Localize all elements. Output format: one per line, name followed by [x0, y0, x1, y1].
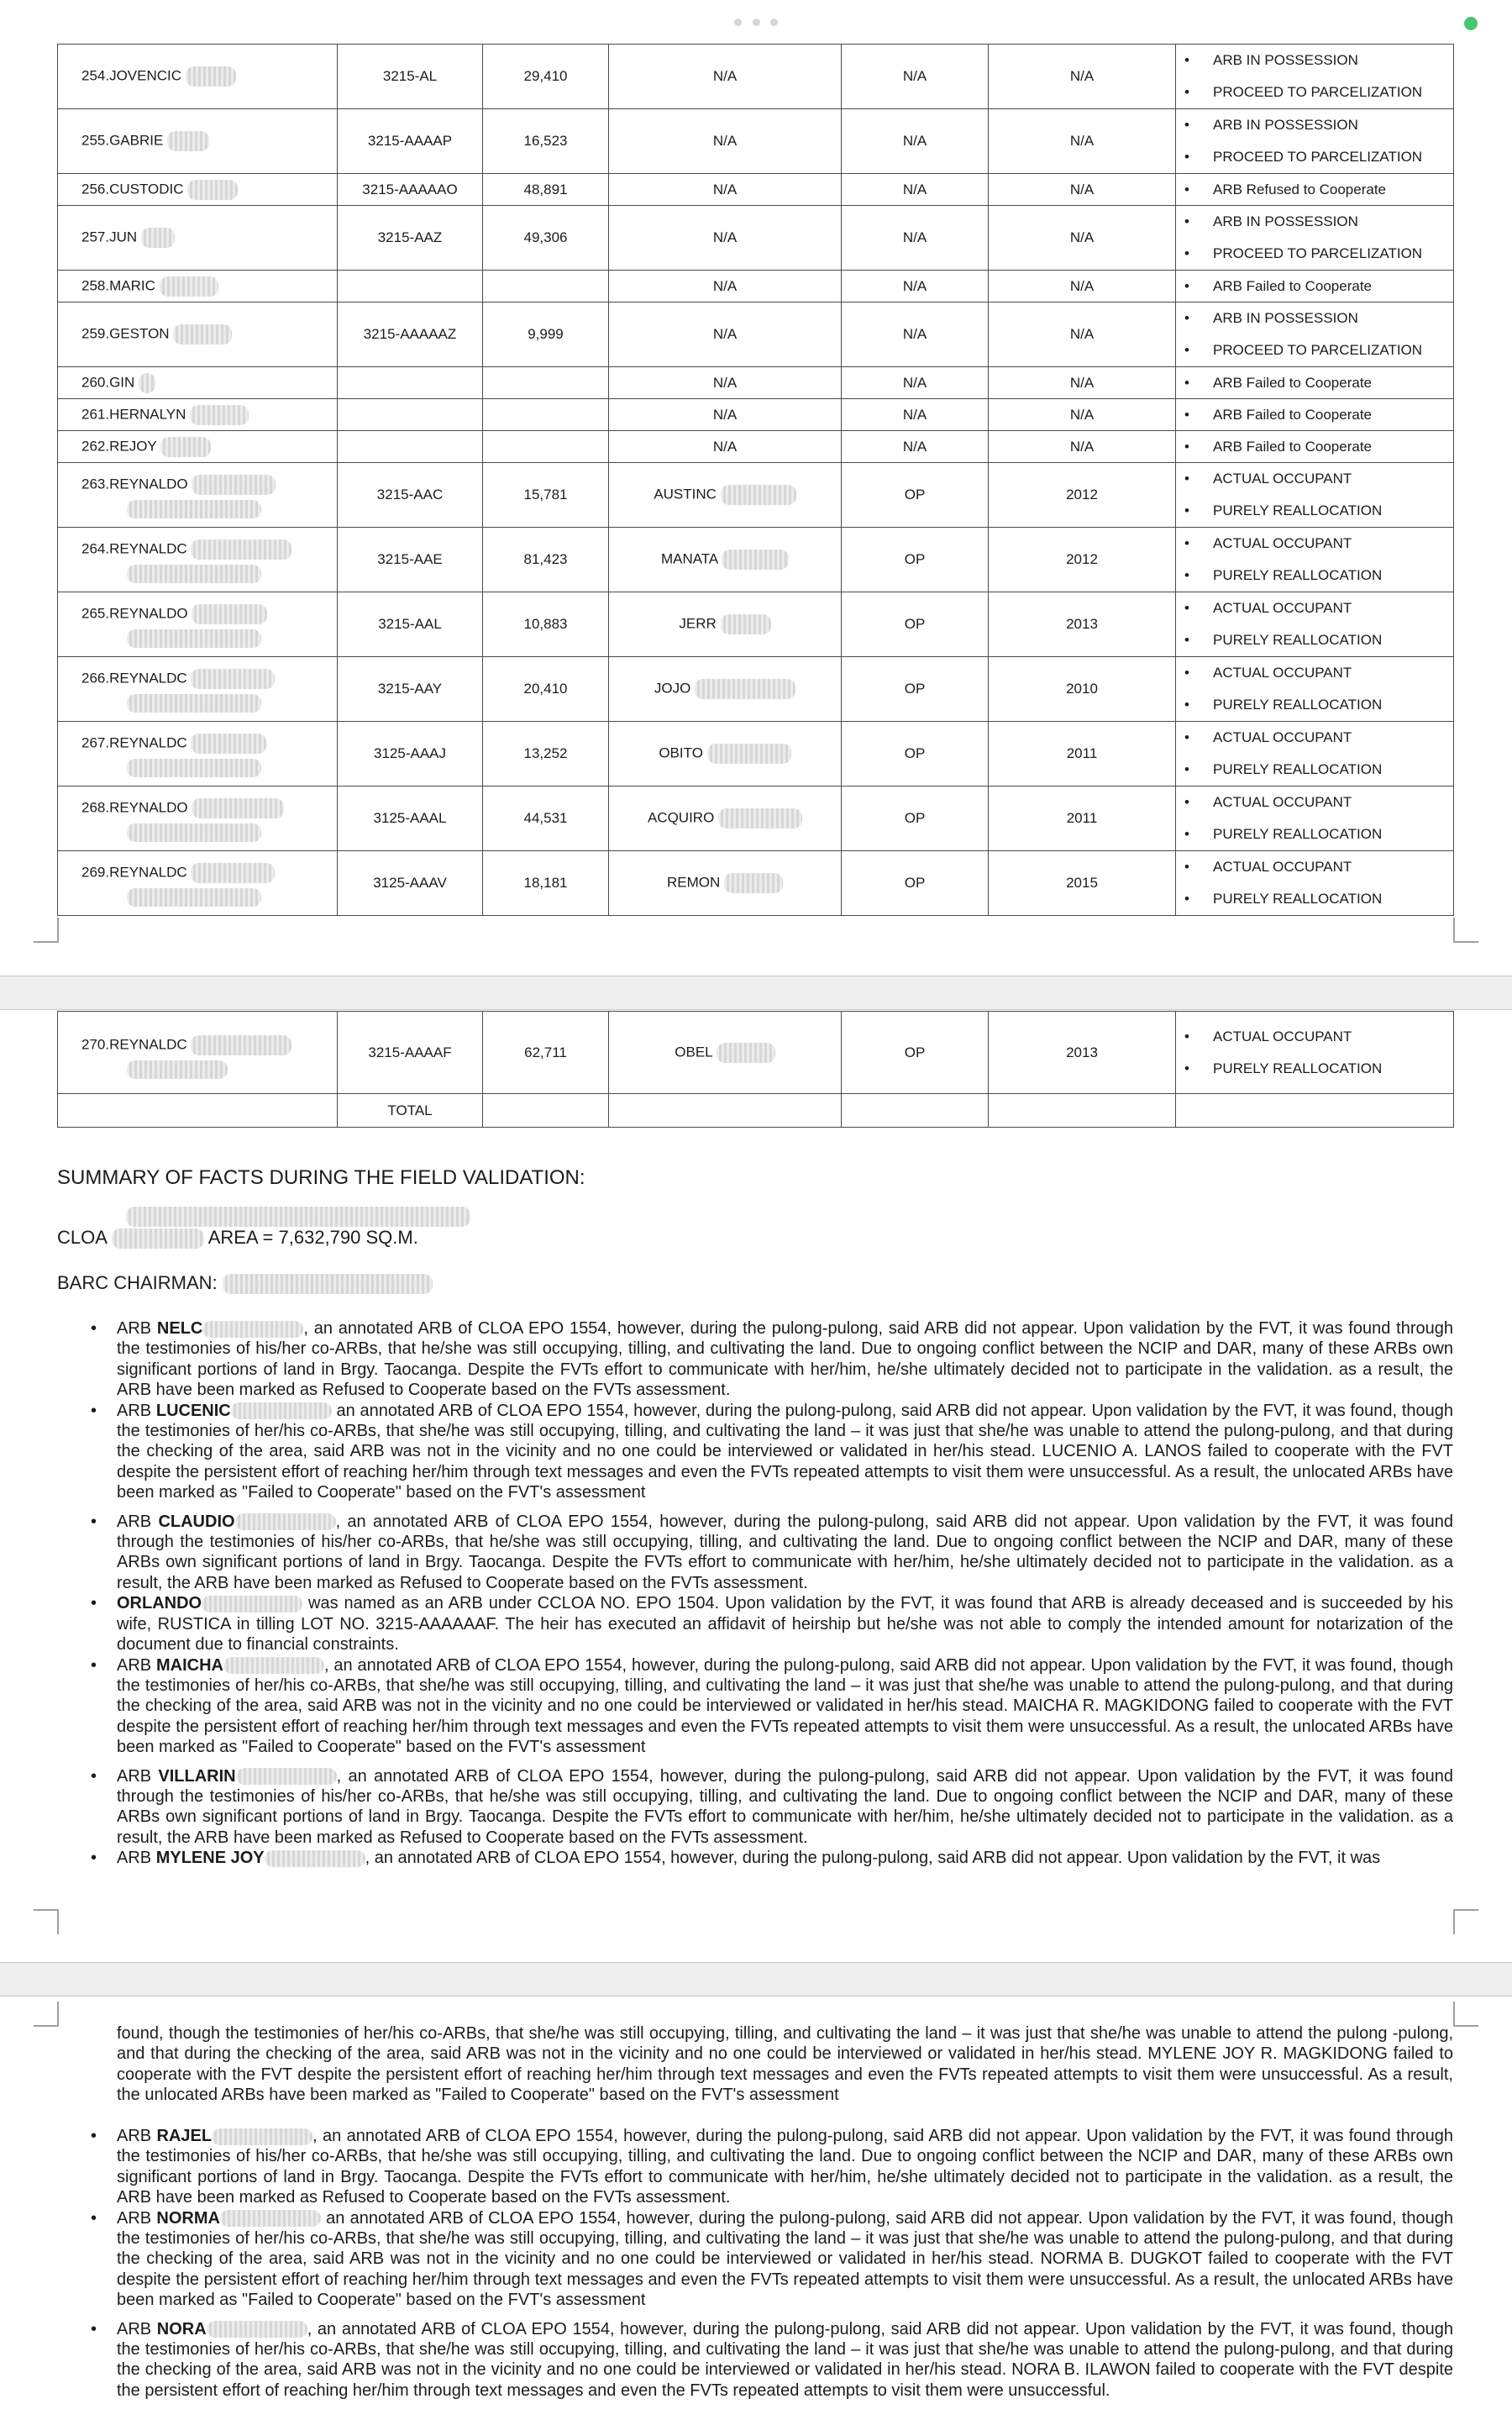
remarks-cell	[1176, 851, 1454, 916]
remarks-cell	[1176, 657, 1454, 722]
status-cell: OP	[842, 722, 989, 786]
remark-item: • PROCEED TO PARCELIZATION	[1200, 334, 1448, 366]
year-cell: N/A	[989, 367, 1176, 399]
lot-cell: 3215-AAAAAO	[338, 174, 483, 206]
area-cell: 18,181	[483, 851, 609, 916]
page-edge	[0, 1962, 1512, 1963]
status-cell: OP	[842, 592, 989, 657]
occupant-cell: N/A	[609, 271, 842, 302]
status-dot-icon	[1464, 17, 1478, 30]
arb-name: MYLENE JOY	[155, 1849, 265, 1868]
lot-cell: 3215-AAL	[338, 592, 483, 657]
arb-name-cell: 270.REYNALDC	[58, 1012, 338, 1094]
arb-name-cell: 264.REYNALDC	[58, 528, 338, 592]
remark-item: • PROCEED TO PARCELIZATION	[1200, 76, 1448, 108]
crop-mark	[34, 918, 59, 943]
remark-item: • PURELY REALLOCATION	[1200, 624, 1448, 656]
remark-item: • ARB IN POSSESSION	[1200, 45, 1448, 76]
remark-item: • PURELY REALLOCATION	[1200, 818, 1448, 850]
remark-item: • ARB IN POSSESSION	[1200, 109, 1448, 141]
page-edge	[0, 1009, 1512, 1010]
crop-mark	[1453, 918, 1478, 943]
arb-name-cell: 263.REYNALDO	[58, 463, 338, 528]
remarks-cell	[1176, 109, 1454, 174]
table-row	[58, 367, 1454, 399]
table-row	[58, 109, 1454, 174]
bullet-icon: •	[91, 1594, 97, 1613]
year-cell: 2011	[989, 722, 1176, 786]
crop-mark	[1453, 1909, 1478, 1934]
remark-item: • PROCEED TO PARCELIZATION	[1200, 141, 1448, 173]
occupant-cell: N/A	[609, 109, 842, 174]
arb-name: LUCENIC	[155, 1401, 231, 1420]
area-cell	[483, 431, 609, 463]
year-cell: N/A	[989, 109, 1176, 174]
area-cell: 62,711	[483, 1012, 609, 1094]
occupant-cell: N/A	[609, 367, 842, 399]
area-cell	[483, 367, 609, 399]
remark-item: • ACTUAL OCCUPANT	[1200, 851, 1448, 883]
bullet-icon: •	[91, 2208, 97, 2228]
bullet-icon: •	[91, 1766, 97, 1786]
year-cell: N/A	[989, 206, 1176, 271]
year-cell: N/A	[989, 431, 1176, 463]
crop-mark	[34, 2002, 59, 2027]
arb-name-cell: 256.CUSTODIC	[58, 174, 338, 206]
status-cell: N/A	[842, 367, 989, 399]
remarks-cell	[1176, 528, 1454, 592]
remark-item: • ARB IN POSSESSION	[1200, 206, 1448, 238]
remarks-cell	[1176, 367, 1454, 399]
area-cell: 20,410	[483, 657, 609, 722]
table-row	[58, 786, 1454, 851]
occupant-cell: N/A	[609, 206, 842, 271]
remark-item: • ARB Failed to Cooperate	[1200, 438, 1448, 456]
year-cell: 2013	[989, 592, 1176, 657]
arb-name: NORMA	[156, 2208, 220, 2228]
cloa-area-value: AREA = 7,632,790 SQ.M.	[207, 1227, 418, 1248]
summary-paragraph: • ARB NORA , an annotated ARB of CLOA EPO 1554, however, during the pulong-pulong, said ARB did not appear. Upon validation by the FVT, it was found, though the testimonies of her/his co-ARBs, that she/he was still occupying, tilling, and cultivating the land – it was just that she/he was unable to attend the pulong-pulong, and that during the checking of the area, said ARB was not in the vicinity and no one could be interviewed or validated in her/his stead. NORA B. ILAWON failed to cooperate with the FVT despite the persistent effort of reaching her/him through text messages and even the FVTs repeated attempts to visit them were unsuccessful.	[91, 2319, 1453, 2400]
table-row	[58, 851, 1454, 916]
bullet-icon: •	[91, 1319, 97, 1338]
lot-cell	[338, 431, 483, 463]
remark-item: • ACTUAL OCCUPANT	[1200, 657, 1448, 689]
area-cell: 13,252	[483, 722, 609, 786]
area-cell	[483, 399, 609, 431]
lot-cell: 3215-AAAAP	[338, 109, 483, 174]
arb-name-cell: 262.REJOY	[58, 431, 338, 463]
arb-name-cell: 260.GIN	[58, 367, 338, 399]
occupant-cell: REMON	[609, 851, 842, 916]
year-cell: 2015	[989, 851, 1176, 916]
arb-table	[57, 44, 1454, 916]
summary-paragraph: • ARB MYLENE JOY , an annotated ARB of CLOA EPO 1554, however, during the pulong-pulong, said ARB did not appear. Upon validation by the FVT, it was	[91, 1849, 1381, 1868]
status-cell: OP	[842, 851, 989, 916]
table-row	[58, 463, 1454, 528]
area-cell: 48,891	[483, 174, 609, 206]
lot-cell	[338, 399, 483, 431]
page-gap	[0, 976, 1512, 1009]
lot-cell: 3125-AAAL	[338, 786, 483, 851]
remarks-cell	[1176, 45, 1454, 109]
year-cell: 2013	[989, 1012, 1176, 1094]
arb-name-cell: 269.REYNALDC	[58, 851, 338, 916]
remark-item: • PURELY REALLOCATION	[1200, 1053, 1448, 1085]
status-cell: OP	[842, 528, 989, 592]
continuation-paragraph	[57, 2023, 1453, 2106]
status-cell: OP	[842, 657, 989, 722]
area-cell: 15,781	[483, 463, 609, 528]
crop-mark	[34, 1909, 59, 1934]
arb-name-cell: 268.REYNALDO	[58, 786, 338, 851]
page-gap	[0, 1963, 1512, 1996]
remark-item: • PURELY REALLOCATION	[1200, 495, 1448, 527]
remarks-cell	[1176, 302, 1454, 367]
status-cell: N/A	[842, 174, 989, 206]
remarks-cell	[1176, 722, 1454, 786]
total-row	[58, 1094, 1454, 1128]
bullet-icon: •	[91, 1401, 97, 1420]
occupant-cell: JERR	[609, 592, 842, 657]
remark-item: • PURELY REALLOCATION	[1200, 560, 1448, 592]
table-row	[58, 399, 1454, 431]
year-cell: N/A	[989, 174, 1176, 206]
year-cell: N/A	[989, 302, 1176, 367]
remarks-cell	[1176, 786, 1454, 851]
year-cell: N/A	[989, 271, 1176, 302]
table-row	[58, 271, 1454, 302]
occupant-cell: N/A	[609, 302, 842, 367]
arb-name-cell: 265.REYNALDO	[58, 592, 338, 657]
summary-title: SUMMARY OF FACTS DURING THE FIELD VALIDATION:	[57, 1166, 585, 1189]
arb-name: MAICHA	[155, 1655, 223, 1675]
barc-chairman	[57, 1272, 433, 1294]
year-cell: 2012	[989, 463, 1176, 528]
remarks-cell	[1176, 463, 1454, 528]
occupant-cell: OBITO	[609, 722, 842, 786]
summary-paragraph: • ARB RAJEL , an annotated ARB of CLOA EPO 1554, however, during the pulong-pulong, said ARB did not appear. Upon validation by the FVT, it was found through the testimonies of his/her co-ARBs, that he/she was still occupying, tilling, and cultivating the land. Due to ongoing conflict between the NCIP and DAR, many of these ARBs own significant portions of land in Brgy. Taocanga. Despite the FVTs effort to communicate with her/him, he/she ultimately decided not to participate in the validation. as a result, the ARB have been marked as Refused to Cooperate based on the FVTs assessment.	[91, 2127, 1453, 2207]
cloa-label: CLOA	[57, 1227, 107, 1248]
area-cell	[483, 271, 609, 302]
remarks-cell	[1176, 1012, 1454, 1094]
arb-name-cell: 267.REYNALDC	[58, 722, 338, 786]
table-row	[58, 206, 1454, 271]
remarks-cell	[1176, 399, 1454, 431]
occupant-cell: JOJO	[609, 657, 842, 722]
arb-name-cell: 266.REYNALDC	[58, 657, 338, 722]
area-cell: 81,423	[483, 528, 609, 592]
more-options-icon[interactable]	[734, 18, 778, 27]
status-cell: N/A	[842, 109, 989, 174]
paragraph-continuation: found, though the testimonies of her/his co-ARBs, that she/he was still occupying, tilling, and cultivating the land – it was just that she/he was unable to attend the pulong -pulong, and that during the checking of the area, said ARB was not in the vicinity and no one could be interviewed or validated in her/his stead. MYLENE JOY R. MAGKIDONG failed to cooperate with the FVT despite the persistent effort of reaching her/him through text messages and even the FVTs repeated attempts to visit them were unsuccessful. As a result, the unlocated ARBs have been marked as "Failed to Cooperate" based on the FVT's assessment	[117, 2024, 1453, 2105]
occupant-cell: AUSTINC	[609, 463, 842, 528]
summary-paragraph: • ARB VILLARIN , an annotated ARB of CLOA EPO 1554, however, during the pulong-pulong, said ARB did not appear. Upon validation by the FVT, it was found through the testimonies of his/her co-ARBs, that he/she was still occupying, tilling, and cultivating the land. Due to ongoing conflict between the NCIP and DAR, many of these ARBs own significant portions of land in Brgy. Taocanga. Despite the FVTs effort to communicate with her/him, he/she ultimately decided not to participate in the validation. as a result, the ARB have been marked as Refused to Cooperate based on the FVTs assessment.	[91, 1766, 1453, 1847]
summary-paragraph: • ARB NORMA an annotated ARB of CLOA EPO 1554, however, during the pulong-pulong, said ARB did not appear. Upon validation by the FVT, it was found, though the testimonies of her/his co-ARBs, that she/he was still occupying, tilling, and cultivating the land – it was just that she/he was unable to attend the pulong-pulong, and that during the checking of the area, said ARB was not in the vicinity and no one could be interviewed or validated in her/his stead. NORMA B. DUGKOT failed to cooperate with the FVT despite the persistent effort of reaching her/him through text messages and even the FVTs repeated attempts to visit them were unsuccessful. As a result, the unlocated ARBs have been marked as "Failed to Cooperate" based on the FVT's assessment	[91, 2208, 1453, 2310]
table-row	[58, 174, 1454, 206]
remark-item: • ACTUAL OCCUPANT	[1200, 786, 1448, 818]
lot-cell: 3215-AAAAAZ	[338, 302, 483, 367]
remark-item: • ACTUAL OCCUPANT	[1200, 592, 1448, 624]
status-cell: N/A	[842, 431, 989, 463]
bullet-icon: •	[91, 1655, 97, 1675]
occupant-cell: N/A	[609, 399, 842, 431]
status-cell: OP	[842, 463, 989, 528]
remarks-cell	[1176, 271, 1454, 302]
lot-cell: 3125-AAAJ	[338, 722, 483, 786]
lot-cell: 3215-AAC	[338, 463, 483, 528]
remark-item: • PURELY REALLOCATION	[1200, 883, 1448, 915]
area-cell: 16,523	[483, 109, 609, 174]
remark-item: • ACTUAL OCCUPANT	[1200, 722, 1448, 754]
arb-name: VILLARIN	[158, 1766, 236, 1786]
occupant-cell: OBEL	[609, 1012, 842, 1094]
table-row	[58, 431, 1454, 463]
remarks-cell	[1176, 431, 1454, 463]
summary-paragraph: • ORLANDO was named as an ARB under CCLOA NO. EPO 1504. Upon validation by the FVT, it was found that ARB is already deceased and is succeeded by his wife, RUSTICA in tilling LOT NO. 3215-AAAAAAF. The heir has executed an affidavit of heirship but he/she was not able to comply the intended amount for notarization of the document due to financial constraints.	[91, 1594, 1453, 1655]
remarks-cell	[1176, 206, 1454, 271]
year-cell: 2012	[989, 528, 1176, 592]
cloa-area	[57, 1227, 418, 1249]
remark-item: • ARB Failed to Cooperate	[1200, 406, 1448, 424]
year-cell: 2010	[989, 657, 1176, 722]
lot-cell: 3215-AAE	[338, 528, 483, 592]
remark-item: • ACTUAL OCCUPANT	[1200, 463, 1448, 495]
arb-name: NELC	[156, 1319, 203, 1338]
redacted-text	[126, 1207, 470, 1227]
year-cell: 2011	[989, 786, 1176, 851]
table-row	[58, 657, 1454, 722]
arb-name-cell: 259.GESTON	[58, 302, 338, 367]
remark-item: • PROCEED TO PARCELIZATION	[1200, 238, 1448, 270]
arb-name-cell: 258.MARIC	[58, 271, 338, 302]
occupant-cell: N/A	[609, 174, 842, 206]
arb-name-cell: 261.HERNALYN	[58, 399, 338, 431]
bullet-icon: •	[91, 1849, 97, 1868]
table-row	[58, 1012, 1454, 1094]
year-cell: N/A	[989, 45, 1176, 109]
table-row	[58, 722, 1454, 786]
arb-name: NORA	[156, 2319, 207, 2338]
arb-name: RAJEL	[156, 2127, 213, 2145]
arb-name: CLAUDIO	[158, 1512, 235, 1531]
remark-item: • ACTUAL OCCUPANT	[1200, 528, 1448, 560]
crop-mark	[1453, 2002, 1478, 2027]
remarks-cell	[1176, 592, 1454, 657]
arb-name-cell: 254.JOVENCIC	[58, 45, 338, 109]
bullet-icon: •	[91, 2319, 97, 2338]
remark-item: • PURELY REALLOCATION	[1200, 754, 1448, 786]
bullet-icon: •	[91, 2127, 97, 2145]
lot-cell: 3125-AAAV	[338, 851, 483, 916]
area-cell: 10,883	[483, 592, 609, 657]
remark-item: • ARB Failed to Cooperate	[1200, 374, 1448, 392]
summary-paragraphs	[57, 1318, 1453, 1869]
table-row	[58, 528, 1454, 592]
status-cell: N/A	[842, 302, 989, 367]
table-row	[58, 302, 1454, 367]
arb-name-cell: 257.JUN	[58, 206, 338, 271]
year-cell: N/A	[989, 399, 1176, 431]
lot-cell	[338, 367, 483, 399]
remark-item: • ARB Failed to Cooperate	[1200, 277, 1448, 296]
summary-paragraph: • ARB LUCENIC an annotated ARB of CLOA EPO 1554, however, during the pulong-pulong, said ARB did not appear. Upon validation by the FVT, it was found, though the testimonies of her/his co-ARBs, that she/he was still occupying, tilling, and cultivating the land – it was just that she/he was unable to attend the pulong-pulong, and that during the checking of the area, said ARB was not in the vicinity and no one could be interviewed or validated in her/his stead. LUCENIO A. LANOS failed to cooperate with the FVT despite the persistent effort of reaching her/him through text messages and even the FVTs repeated attempts to visit them were unsuccessful. As a result, the unlocated ARBs have been marked as "Failed to Cooperate" based on the FVT's assessment	[91, 1401, 1453, 1502]
area-cell: 29,410	[483, 45, 609, 109]
lot-cell: 3215-AAAAF	[338, 1012, 483, 1094]
remark-item: • PURELY REALLOCATION	[1200, 689, 1448, 721]
area-cell: 44,531	[483, 786, 609, 851]
occupant-cell: ACQUIRO	[609, 786, 842, 851]
total-label: TOTAL	[338, 1094, 483, 1128]
arb-table-continued	[57, 1011, 1454, 1128]
status-cell: N/A	[842, 271, 989, 302]
area-cell: 49,306	[483, 206, 609, 271]
table-row	[58, 45, 1454, 109]
remark-item: • ARB IN POSSESSION	[1200, 302, 1448, 334]
summary-section	[57, 1166, 1453, 1190]
lot-cell: 3215-AAZ	[338, 206, 483, 271]
status-cell: N/A	[842, 45, 989, 109]
barc-label: BARC CHAIRMAN:	[57, 1272, 218, 1293]
lot-cell	[338, 271, 483, 302]
arb-name-cell: 255.GABRIE	[58, 109, 338, 174]
table-row	[58, 592, 1454, 657]
summary-paragraph: • ARB MAICHA , an annotated ARB of CLOA EPO 1554, however, during the pulong-pulong, said ARB did not appear. Upon validation by the FVT, it was found, though the testimonies of her/his co-ARBs, that she/he was still occupying, tilling, and cultivating the land – it was just that she/he was unable to attend the pulong-pulong, and that during the checking of the area, said ARB was not in the vicinity and no one could be interviewed or validated in her/his stead. MAICHA R. MAGKIDONG failed to cooperate with the FVT despite the persistent effort of reaching her/him through text messages and even the FVTs repeated attempts to visit them were unsuccessful. As a result, the unlocated ARBs have been marked as "Failed to Cooperate" based on the FVT's assessment	[91, 1655, 1453, 1757]
lot-cell: 3215-AAY	[338, 657, 483, 722]
remarks-cell	[1176, 174, 1454, 206]
occupant-cell: N/A	[609, 431, 842, 463]
lot-cell: 3215-AL	[338, 45, 483, 109]
summary-paragraph: • ARB NELC , an annotated ARB of CLOA EPO 1554, however, during the pulong-pulong, said ARB did not appear. Upon validation by the FVT, it was found through the testimonies of his/her co-ARBs, that he/she was still occupying, tilling, and cultivating the land. Due to ongoing conflict between the NCIP and DAR, many of these ARBs own significant portions of land in Brgy. Taocanga. Despite the FVTs effort to communicate with her/him, he/she ultimately decided not to participate in the validation. as a result, the ARB have been marked as Refused to Cooperate based on the FVTs assessment.	[91, 1319, 1453, 1400]
summary-paragraphs-continued	[57, 2126, 1453, 2401]
occupant-cell: N/A	[609, 45, 842, 109]
arb-name: ORLANDO	[117, 1594, 202, 1613]
status-cell: N/A	[842, 399, 989, 431]
status-cell: OP	[842, 786, 989, 851]
remark-item: • ACTUAL OCCUPANT	[1200, 1021, 1448, 1053]
status-cell: OP	[842, 1012, 989, 1094]
bullet-icon: •	[91, 1512, 97, 1531]
occupant-cell: MANATA	[609, 528, 842, 592]
remark-item: • ARB Refused to Cooperate	[1200, 181, 1448, 199]
status-cell: N/A	[842, 206, 989, 271]
summary-paragraph: • ARB CLAUDIO , an annotated ARB of CLOA EPO 1554, however, during the pulong-pulong, said ARB did not appear. Upon validation by the FVT, it was found through the testimonies of his/her co-ARBs, that he/she was still occupying, tilling, and cultivating the land. Due to ongoing conflict between the NCIP and DAR, many of these ARBs own significant portions of land in Brgy. Taocanga. Despite the FVTs effort to communicate with her/him, he/she ultimately decided not to participate in the validation. as a result, the ARB have been marked as Refused to Cooperate based on the FVTs assessment.	[91, 1512, 1453, 1592]
area-cell: 9,999	[483, 302, 609, 367]
